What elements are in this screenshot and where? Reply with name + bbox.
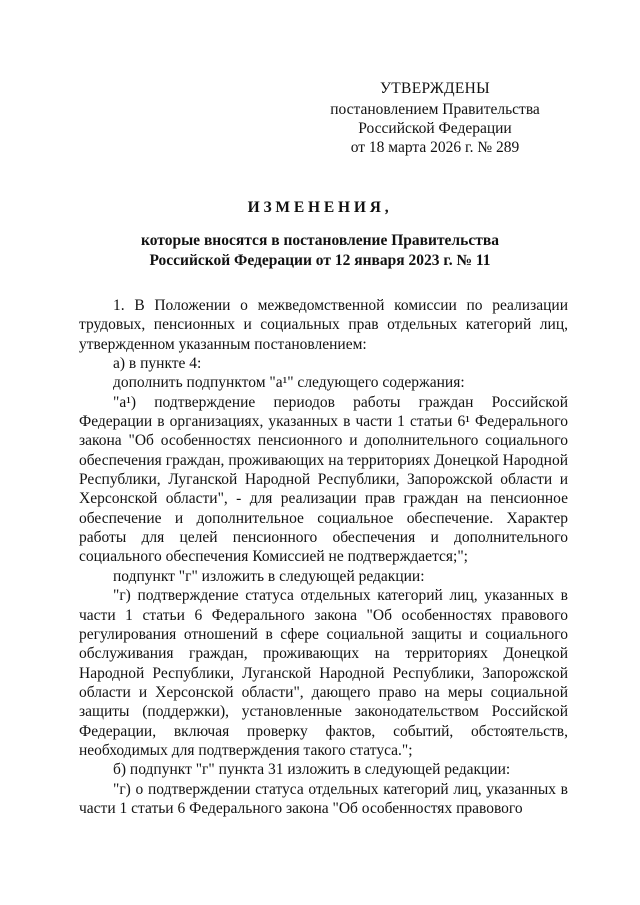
approval-heading: УТВЕРЖДЕНЫ <box>380 80 490 97</box>
paragraph-1: 1. В Положении о межведомственной комиссии по реализации трудовых, пенсионных и социальных прав отдельных категорий лиц, утвержденном указанным постановлением: <box>79 297 568 353</box>
title-subtitle-line-2: Российской Федерации от 12 января 2023 г. № 11 <box>149 252 491 269</box>
document-title <box>70 198 570 271</box>
approval-line-2: Российской Федерации <box>358 120 512 137</box>
paragraph-5: подпункт "г" изложить в следующей редакции: <box>113 567 425 585</box>
paragraph-7: б) подпункт "г" пункта 31 изложить в следующей редакции: <box>113 761 511 779</box>
paragraph-4: "а¹) подтверждение периодов работы граждан Российской Федерации в организациях, указанных в части 1 статьи 6¹ Федерального закона "Об особенностях пенсионного и дополнительного социального обеспечения граждан, проживающих на территориях Донецкой Народной Республики, Луганской Народной Республики, Запорожской области и Херсонской области", - для реализации прав граждан на пенсионное обеспечение и дополнительное социальное обеспечение. Характер работы для целей пенсионного обеспечения и дополнительного социального обеспечения Комиссией не подтверждается;"; <box>79 393 568 566</box>
paragraph-3: дополнить подпунктом "а¹" следующего содержания: <box>113 374 465 392</box>
document-body <box>79 296 568 818</box>
title-main: ИЗМЕНЕНИЯ, <box>247 199 393 216</box>
approval-line-3: от 18 марта 2026 г. № 289 <box>350 139 520 156</box>
title-subtitle-line-1: которые вносятся в постановление Правительства <box>141 232 499 249</box>
paragraph-6: "г) подтверждение статуса отдельных категорий лиц, указанных в части 1 статьи 6 Федерального закона "Об особенностях правового регулирования отношений в сфере социальной защиты и социального обслуживания граждан, проживающих на территориях Донецкой Народной Республики, Луганской Народной Республики, Запорожской области и Херсонской области", дающего право на меры социальной защиты (поддержки), установленные законодательством Российской Федерации, включая проверку фактов, событий, обстоятельств, необходимых для подтверждения такого статуса."; <box>79 587 568 759</box>
approval-stamp <box>330 79 540 157</box>
paragraph-2: а) в пункте 4: <box>113 355 202 373</box>
paragraph-8: "г) о подтверждении статуса отдельных категорий лиц, указанных в части 1 статьи 6 Федерального закона "Об особенностях правового <box>79 780 568 817</box>
approval-line-1: постановлением Правительства <box>330 101 540 118</box>
